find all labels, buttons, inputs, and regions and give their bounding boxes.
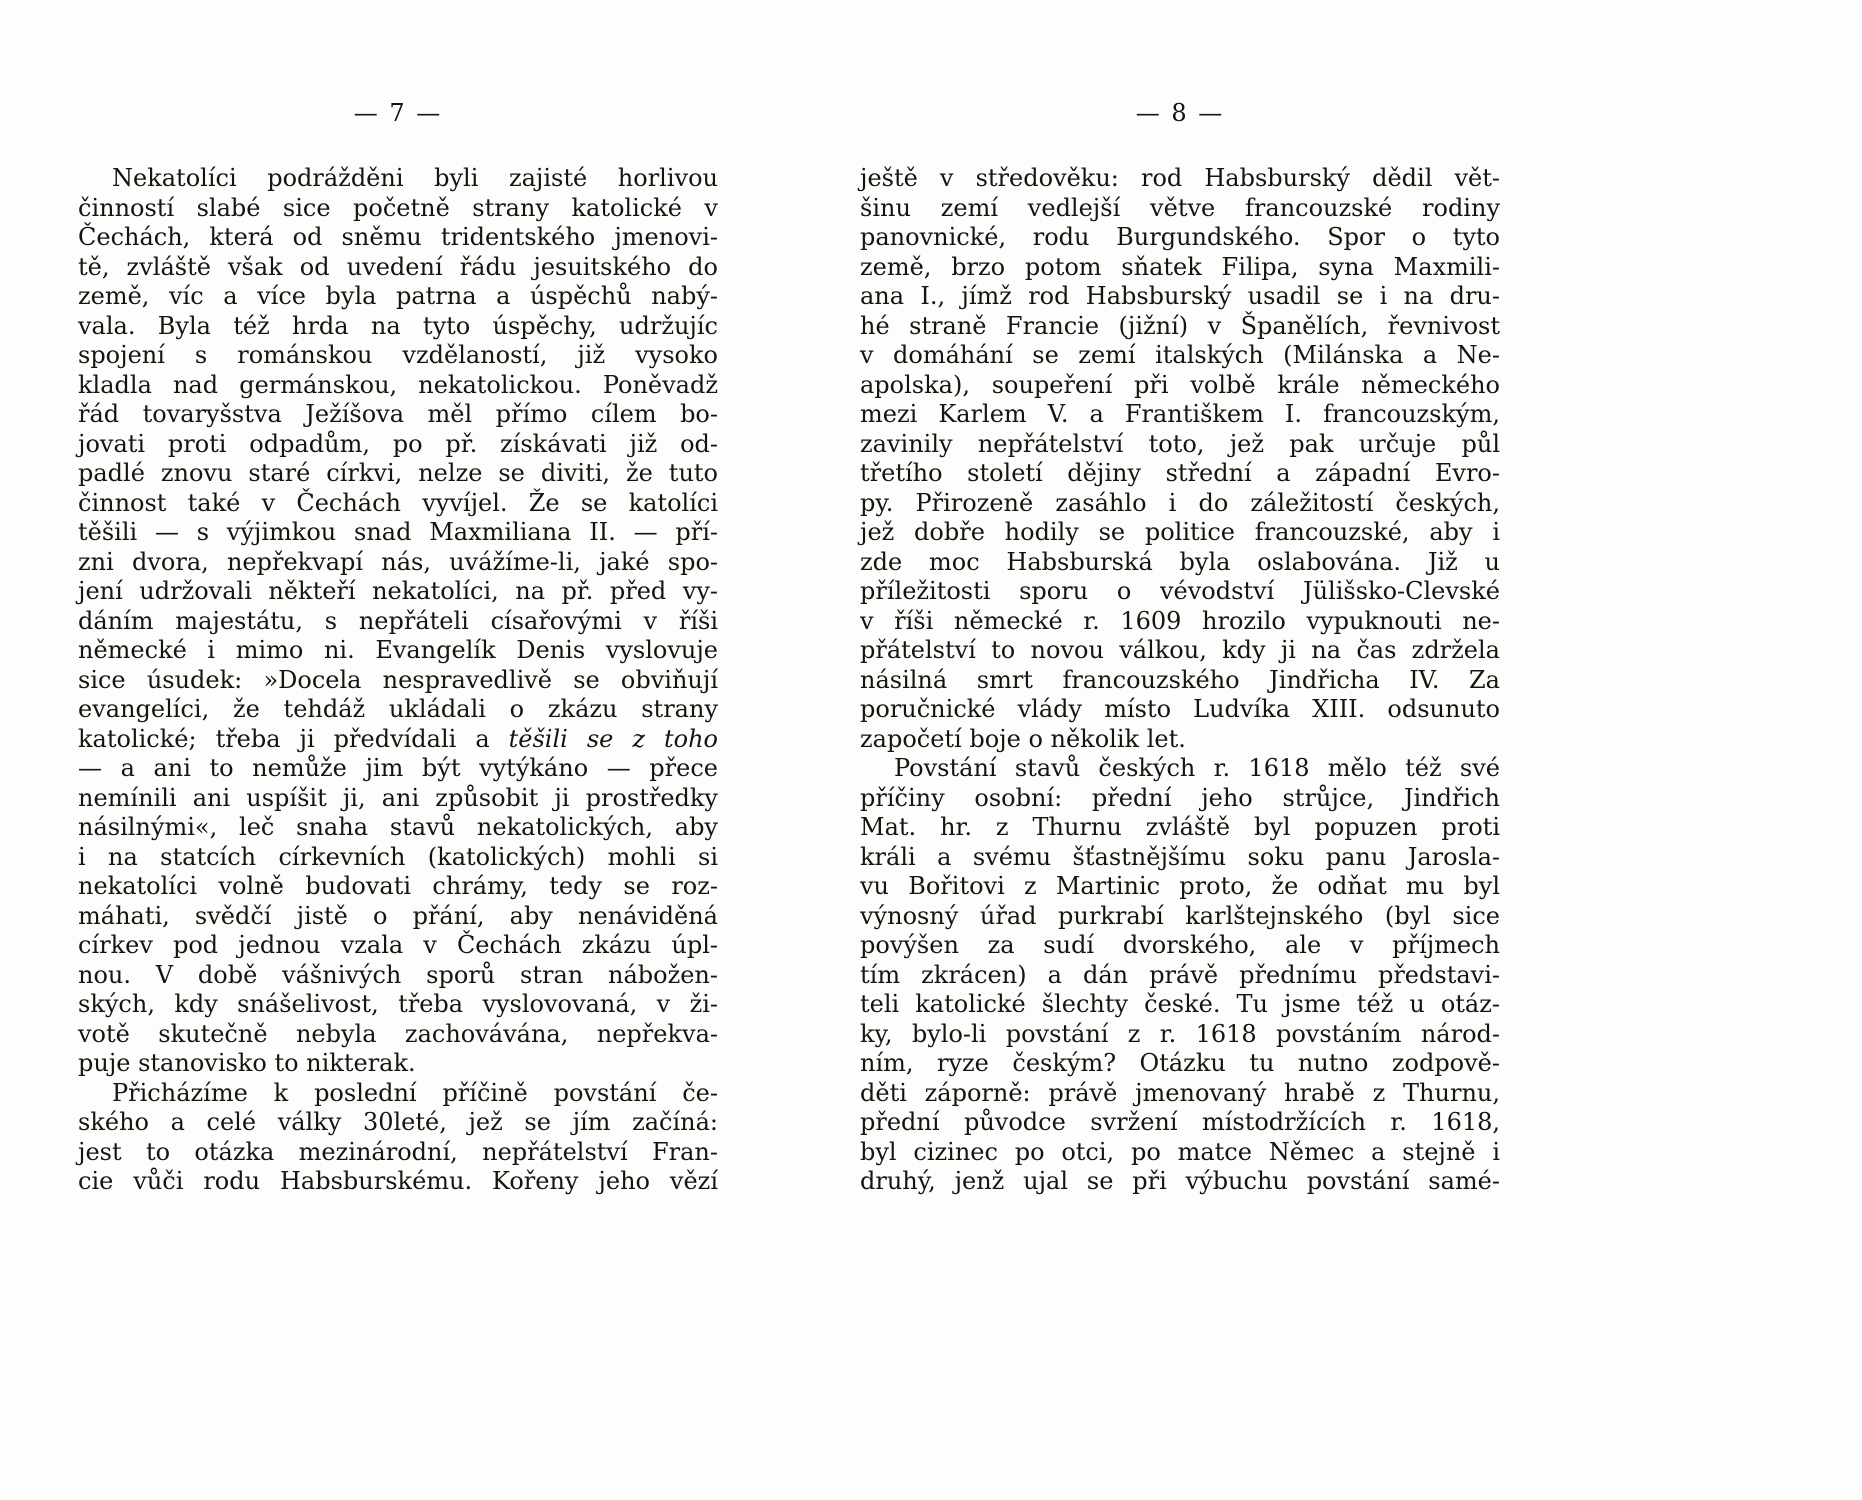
text-line: kladla nad germánskou, nekatolickou. Poněvadž bbox=[78, 370, 718, 399]
text-line: příležitosti sporu o vévodství Jülišsko-Clevské bbox=[860, 577, 1500, 605]
text-line: jení udržovali někteří nekatolíci, na př. před vy- bbox=[78, 577, 718, 605]
text-line: třetího století dějiny střední a západní Evro- bbox=[860, 459, 1500, 487]
text-line: jež dobře hodily se politice francouzské, aby i bbox=[860, 518, 1500, 546]
text-line: poručnické vlády místo Ludvíka XIII. odsunuto bbox=[860, 695, 1500, 723]
text-line: králi a svému šťastnějšímu soku panu Jarosla- bbox=[860, 842, 1500, 871]
text-line: činností slabé sice početně strany katolické v bbox=[78, 193, 718, 222]
text-line: Povstání stavů českých r. 1618 mělo též své bbox=[894, 754, 1500, 782]
text-line bbox=[78, 725, 718, 755]
text-line: výnosný úřad purkrabí karlštejnského (byl sice bbox=[860, 901, 1500, 930]
text-line: započetí boje o několik let. bbox=[860, 724, 1186, 753]
text-line: ještě v středověku: rod Habsburský dědil vět- bbox=[860, 164, 1500, 192]
text-line: přední původce svržení místodržících r. 1618, bbox=[860, 1108, 1500, 1136]
text-line: votě skutečně nebyla zachovávána, nepřekva- bbox=[78, 1019, 718, 1048]
text-line: povýšen za sudí dvorského, ale v příjmech bbox=[860, 931, 1500, 959]
page-text bbox=[860, 164, 1500, 1197]
text-line: i na statcích církevních (katolických) mohli si bbox=[78, 842, 718, 871]
text-line: sice úsudek: »Docela nespravedlivě se obviňují bbox=[78, 665, 718, 694]
text-line: země, brzo potom sňatek Filipa, syna Maxmili- bbox=[860, 252, 1500, 281]
text-line: nou. V době vášnivých sporů stran nábožen- bbox=[78, 960, 718, 989]
text-line: vala. Byla též hrda na tyto úspěchy, udržujíc bbox=[78, 311, 718, 340]
text-line: v domáhání se zemí italských (Milánska a Ne- bbox=[860, 341, 1500, 369]
text-line: šinu zemí vedlejší větve francouzské rodiny bbox=[860, 193, 1500, 222]
text-line: zde moc Habsburská byla oslabována. Již u bbox=[860, 547, 1500, 576]
text-line: py. Přirozeně zasáhlo i do záležitostí českých, bbox=[860, 488, 1500, 517]
text-line: jovati proti odpadům, po př. získávati již od- bbox=[78, 429, 718, 458]
text-line: Čechách, která od sněmu tridentského jmenovi- bbox=[78, 223, 718, 251]
text-line: násilná smrt francouzského Jindřicha IV. Za bbox=[860, 665, 1500, 694]
text-line: v říši německé r. 1609 hrozilo vypuknouti ne- bbox=[860, 606, 1500, 635]
text-line: druhý, jenž ujal se při výbuchu povstání samé- bbox=[860, 1167, 1500, 1195]
text-line: padlé znovu staré církvi, nelze se diviti, že tuto bbox=[78, 459, 718, 487]
text-line: Nekatolíci podrážděni byli zajisté horlivou bbox=[112, 164, 718, 192]
text-line: panovnické, rodu Burgundského. Spor o tyto bbox=[860, 223, 1500, 251]
text-line: dáním majestátu, s nepřáteli císařovými v říši bbox=[78, 606, 718, 635]
text-line: církev pod jednou vzala v Čechách zkázu úpl- bbox=[78, 931, 718, 959]
text-line: jest to otázka mezinárodní, nepřátelství Fran- bbox=[78, 1137, 718, 1166]
text-line: ním, ryze českým? Otázku tu nutno zodpově- bbox=[860, 1049, 1500, 1077]
text-line: násilnými«, leč snaha stavů nekatolických, aby bbox=[78, 813, 718, 841]
text-line: řád tovaryšstva Ježíšova měl přímo cílem bo- bbox=[78, 400, 718, 428]
text-line: nemínili ani uspíšit ji, ani způsobit ji prostředky bbox=[78, 783, 718, 812]
text-line: vu Bořitovi z Martinic proto, že odňat mu byl bbox=[860, 872, 1500, 900]
text-line: Přicházíme k poslední příčině povstání če- bbox=[112, 1078, 718, 1107]
text-line: ky, bylo-li povstání z r. 1618 povstáním národ- bbox=[860, 1019, 1500, 1048]
text-line: tím zkrácen) a dán právě přednímu představi- bbox=[860, 960, 1500, 989]
text-line: — a ani to nemůže jim být vytýkáno — přece bbox=[78, 754, 718, 782]
text-line: německé i mimo ni. Evangelík Denis vyslovuje bbox=[78, 636, 718, 664]
text-line: činnost také v Čechách vyvíjel. Že se katolíci bbox=[78, 488, 718, 517]
text-line: příčiny osobní: přední jeho strůjce, Jindřich bbox=[860, 783, 1500, 812]
text-line: ských, kdy snášelivost, třeba vyslovovaná, v ži- bbox=[78, 990, 718, 1018]
text-line: apolska), soupeření při volbě krále německého bbox=[860, 370, 1500, 399]
text-line: byl cizinec po otci, po matce Němec a stejně i bbox=[860, 1137, 1500, 1166]
page-7 bbox=[78, 100, 718, 1197]
text-line: evangelíci, že tehdáž ukládali o zkázu strany bbox=[78, 695, 718, 723]
text-line: spojení s románskou vzdělaností, již vysoko bbox=[78, 341, 718, 369]
text-line: těšili — s výjimkou snad Maxmiliana II. — pří- bbox=[78, 518, 718, 546]
text-line: zavinily nepřátelství toto, jež pak určuje půl bbox=[860, 429, 1500, 458]
text-line: děti záporně: právě jmenovaný hrabě z Thurnu, bbox=[860, 1078, 1500, 1107]
text-line: mezi Karlem V. a Františkem I. francouzským, bbox=[860, 400, 1500, 428]
text-line: teli katolické šlechty české. Tu jsme též u otáz- bbox=[860, 990, 1500, 1018]
text-segment: katolické; třeba ji předvídali a bbox=[78, 724, 509, 753]
page-8 bbox=[860, 100, 1500, 1197]
page-text bbox=[78, 164, 718, 1197]
italic-text-segment: těšili se z toho bbox=[508, 724, 718, 753]
text-line: tě, zvláště však od uvedení řádu jesuitského do bbox=[78, 252, 718, 281]
text-line: země, víc a více byla patrna a úspěchů nabý- bbox=[78, 282, 718, 310]
text-line: Mat. hr. z Thurnu zvláště byl popuzen proti bbox=[860, 813, 1500, 841]
page-number: — 8 — bbox=[1135, 99, 1225, 127]
text-line: máhati, svědčí jistě o přání, aby nenáviděná bbox=[78, 901, 718, 930]
text-line: nekatolíci volně budovati chrámy, tedy se roz- bbox=[78, 872, 718, 900]
text-line: ana I., jímž rod Habsburský usadil se i na dru- bbox=[860, 282, 1500, 310]
text-line: hé straně Francie (jižní) v Španělích, řevnivost bbox=[860, 311, 1500, 340]
text-line: puje stanovisko to nikterak. bbox=[78, 1049, 416, 1077]
page-number: — 7 — bbox=[353, 99, 443, 127]
text-line: cie vůči rodu Habsburskému. Kořeny jeho vězí bbox=[78, 1167, 718, 1195]
text-line: zni dvora, nepřekvapí nás, uvážíme-li, jaké spo- bbox=[78, 547, 718, 576]
text-line: přátelství to novou válkou, kdy ji na čas zdržela bbox=[860, 636, 1500, 664]
text-line: ského a celé války 30leté, jež se jím začíná: bbox=[78, 1108, 718, 1136]
